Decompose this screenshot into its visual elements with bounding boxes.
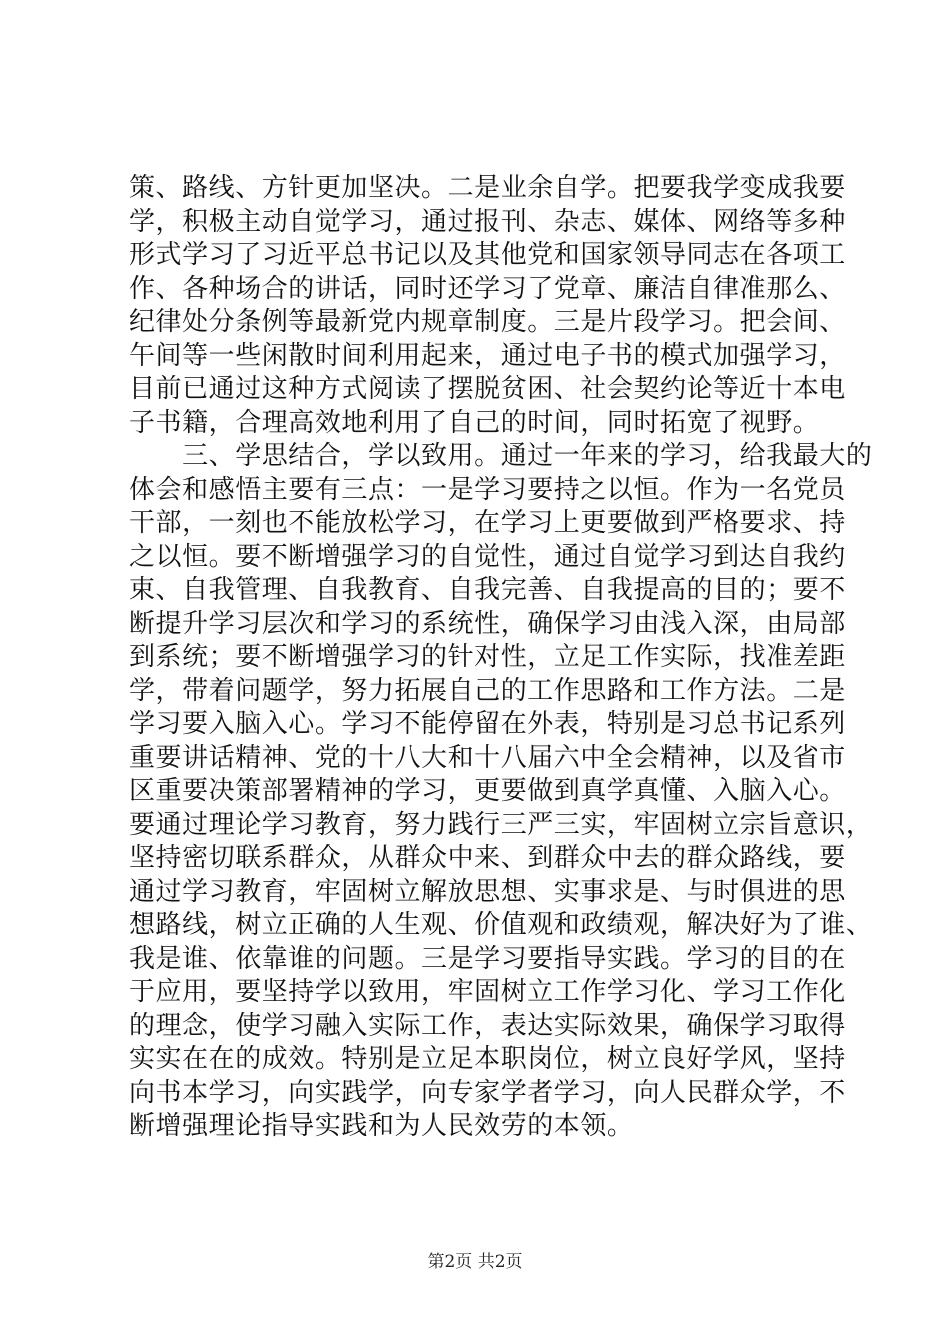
text-line: 作、各种场合的讲话，同时还学习了党章、廉洁自律准那么、 [129,273,846,304]
text-line: 干部，一刻也不能放松学习，在学习上更要做到严格要求、持 [129,508,846,538]
text-line: 我是谁、依靠谁的问题。三是学习要指导实践。学习的目的在 [129,943,846,974]
text-line: 形式学习了习近平总书记以及其他党和国家领导同志在各项工 [129,240,846,270]
text-line: 断提升学习层次和学习的系统性，确保学习由浅入深，由局部 [129,608,846,639]
text-line: 目前已通过这种方式阅读了摆脱贫困、社会契约论等近十本电 [129,374,846,404]
text-line: 于应用，要坚持学以致用，牢固树立工作学习化、学习工作化 [129,977,846,1007]
text-line: 之以恒。要不断增强学习的自觉性，通过自觉学习到达自我约 [129,541,846,572]
text-line: 坚持密切联系群众，从群众中来、到群众中去的群众路线，要 [129,843,846,873]
text-line: 学习要入脑入心。学习不能停留在外表，特别是习总书记系列 [129,709,846,739]
text-line: 束、自我管理、自我教育、自我完善、自我提高的目的；要不 [129,575,846,605]
text-line: 实实在在的成效。特别是立足本职岗位，树立良好学风，坚持 [129,1044,846,1074]
text-line: 三、学思结合，学以致用。通过一年来的学习，给我最大的 [129,441,873,471]
text-line: 策、路线、方针更加坚决。二是业余自学。把要我学变成我要 [129,173,846,203]
page-number-footer: 第2页 共2页 [427,1252,523,1272]
text-line: 到系统；要不断增强学习的针对性，立足工作实际，找准差距 [129,642,846,672]
text-line: 纪律处分条例等最新党内规章制度。三是片段学习。把会间、 [129,307,846,337]
text-line: 想路线，树立正确的人生观、价值观和政绩观，解决好为了谁、 [129,910,873,940]
text-line: 子书籍，合理高效地利用了自己的时间，同时拓宽了视野。 [129,407,820,438]
text-line: 学，积极主动自觉学习，通过报刊、杂志、媒体、网络等多种 [129,206,846,237]
text-line: 午间等一些闲散时间利用起来，通过电子书的模式加强学习， [129,340,846,371]
text-line: 区重要决策部署精神的学习，更要做到真学真懂、入脑入心。 [129,776,846,806]
text-line: 向书本学习，向实践学，向专家学者学习，向人民群众学，不 [129,1077,846,1108]
text-line: 体会和感悟主要有三点：一是学习要持之以恒。作为一名党员 [129,474,846,505]
text-line: 重要讲话精神、党的十八大和十八届六中全会精神，以及省市 [129,742,846,773]
text-line: 断增强理论指导实践和为人民效劳的本领。 [129,1111,634,1141]
text-line: 通过学习教育，牢固树立解放思想、实事求是、与时俱进的思 [129,876,846,907]
text-line: 的理念，使学习融入实际工作，表达实际效果，确保学习取得 [129,1010,846,1041]
text-line: 学，带着问题学，努力拓展自己的工作思路和工作方法。二是 [129,675,846,706]
body-text [129,172,873,1144]
text-line: 要通过理论学习教育，努力践行三严三实，牢固树立宗旨意识， [129,809,873,840]
